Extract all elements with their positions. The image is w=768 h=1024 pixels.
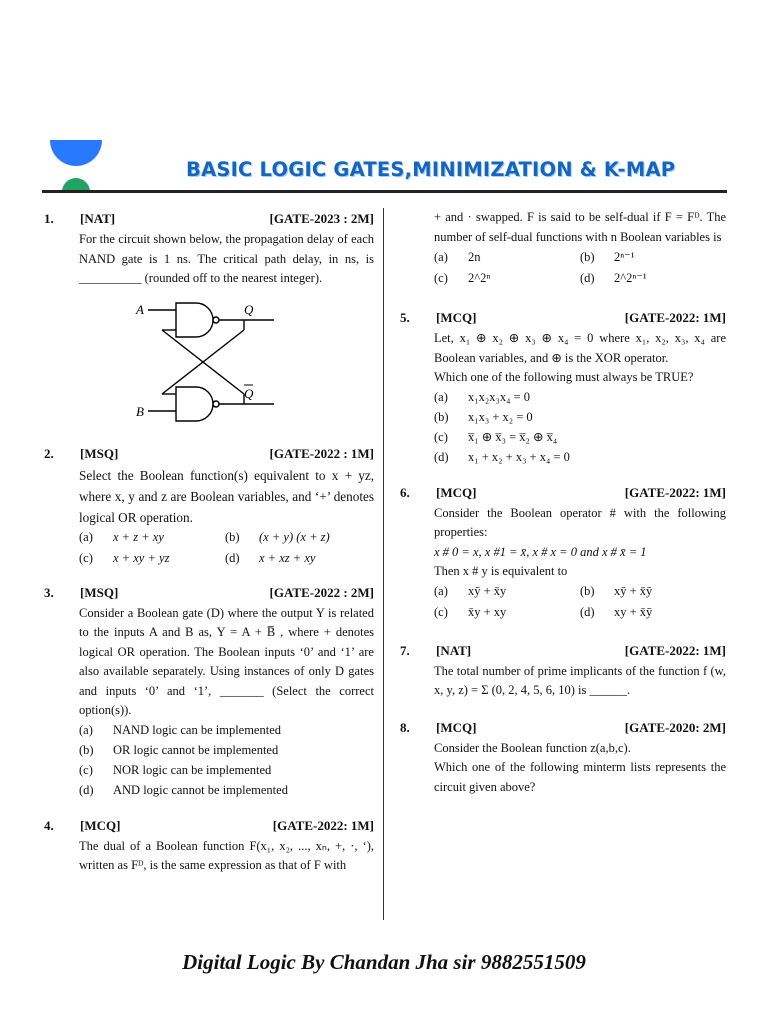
question-text: Consider the Boolean operator # with the following properties: <box>434 505 726 539</box>
question-4-continued <box>400 208 726 289</box>
question-number: 8. <box>400 719 410 735</box>
option-label: (d) <box>580 605 595 620</box>
option-label: (a) <box>434 249 448 264</box>
question-4 <box>44 815 374 876</box>
question-type: [MSQ] <box>80 445 119 461</box>
right-column <box>400 208 726 797</box>
question-text: The dual of a Boolean function F(x₁, x₂, ..., xₙ, +, ·, ‘), written as Fᴰ, is the same expression as that of F with <box>79 838 374 872</box>
option-b: xȳ + x̄ȳ <box>614 584 653 599</box>
option-label: (c) <box>434 429 448 444</box>
question-type: [MCQ] <box>80 817 121 833</box>
option-c: NOR logic can be implemented <box>113 762 272 777</box>
option-c: x̅₁ ⊕ x̅₃ = x̅₂ ⊕ x̅₄ <box>468 429 558 444</box>
question-type: [MSQ] <box>80 584 119 600</box>
page-title: BASIC LOGIC GATES,MINIMIZATION & K-MAP <box>186 158 676 181</box>
page-footer: Digital Logic By Chandan Jha sir 9882551509 <box>182 950 586 974</box>
option-d: xy + x̄ȳ <box>614 605 653 620</box>
option-label: (d) <box>225 551 240 566</box>
option-label: (c) <box>434 270 448 285</box>
option-d: x₁ + x₂ + x₃ + x₄ = 0 <box>468 449 570 464</box>
question-number: 2. <box>44 445 54 461</box>
question-text: The total number of prime implicants of the function f (w, x, y, z) = Σ (0, 2, 4, 5, 6, 10) is ______. <box>434 663 726 697</box>
brand-logo-icon <box>46 136 106 196</box>
operator-properties: x # 0 = x, x #1 = x̄, x # x = 0 and x # x̄ = 1 <box>434 544 647 559</box>
option-a: NAND logic can be implemented <box>113 722 282 737</box>
left-column <box>44 208 374 876</box>
option-label: (c) <box>434 605 448 620</box>
question-number: 4. <box>44 817 54 833</box>
option-label: (a) <box>79 722 93 737</box>
output-qbar-label: Q <box>244 385 254 401</box>
option-d: AND logic cannot be implemented <box>113 782 288 797</box>
question-2 <box>44 443 374 570</box>
option-label: (a) <box>79 530 93 545</box>
question-source: [GATE-2022: 1M] <box>624 642 726 658</box>
question-prompt: Which one of the following must always be TRUE? <box>434 370 694 384</box>
option-label: (b) <box>434 409 449 424</box>
option-a: xȳ + x̄y <box>468 584 507 599</box>
option-label: (a) <box>434 389 448 404</box>
question-number: 1. <box>44 211 54 227</box>
option-b: x₁x₃ + x₂ = 0 <box>468 409 533 424</box>
output-q-label: Q <box>244 301 254 317</box>
option-c: 2^2ⁿ <box>468 270 491 285</box>
option-b: OR logic cannot be implemented <box>113 742 279 757</box>
option-a: x₁x₂x₃x₄ = 0 <box>468 389 530 404</box>
nand-latch-circuit <box>104 289 364 439</box>
question-source: [GATE-2022 : 2M] <box>269 584 374 600</box>
option-b: 2ⁿ⁻¹ <box>614 249 635 264</box>
option-d: 2^2ⁿ⁻¹ <box>614 270 647 285</box>
question-8 <box>400 717 726 798</box>
option-d: x + xz + xy <box>259 551 316 566</box>
question-prompt: Which one of the following minterm lists represents the circuit given above? <box>434 760 726 794</box>
input-b-label: B <box>136 403 144 419</box>
option-label: (d) <box>79 782 94 797</box>
question-type: [NAT] <box>80 211 116 227</box>
question-text: Select the Boolean function(s) equivalent to x + yz, where x, y and z are Boolean variables, and ‘+’ denotes logical OR operation. <box>79 467 374 525</box>
option-label: (b) <box>580 584 595 599</box>
question-6 <box>400 482 726 624</box>
option-b: (x + y) (x + z) <box>259 530 330 545</box>
question-type: [MCQ] <box>436 484 477 500</box>
option-label: (a) <box>434 584 448 599</box>
header-divider <box>42 190 727 193</box>
question-text: + and · swapped. F is said to be self-dual if F = Fᴰ. The number of self-dual functions with n Boolean variables is <box>434 210 726 244</box>
question-source: [GATE-2023 : 2M] <box>269 211 374 227</box>
question-number: 3. <box>44 584 54 600</box>
question-type: [MCQ] <box>436 310 477 326</box>
question-text: Let, x₁ ⊕ x₂ ⊕ x₃ ⊕ x₄ = 0 where x₁, x₂, x₃, x₄ are Boolean variables, and ⊕ is the XOR operator. <box>434 331 726 365</box>
option-label: (b) <box>225 530 240 545</box>
question-source: [GATE-2022 : 1M] <box>269 445 374 461</box>
question-type: [NAT] <box>436 642 472 658</box>
option-label: (b) <box>79 742 94 757</box>
question-prompt: Then x # y is equivalent to <box>434 564 568 578</box>
option-a: x + z + xy <box>113 530 164 545</box>
option-label: (b) <box>580 249 595 264</box>
question-number: 7. <box>400 642 410 658</box>
question-text: For the circuit shown below, the propagation delay of each NAND gate is 1 ns. The critical path delay, in ns, is __________ (rounded off to the nearest integer). <box>79 232 374 285</box>
option-label: (d) <box>580 270 595 285</box>
option-label: (c) <box>79 762 93 777</box>
option-c: x̄y + xy <box>468 605 507 620</box>
question-source: [GATE-2022: 1M] <box>624 310 726 326</box>
question-text: Consider a Boolean gate (D) where the output Y is related to the inputs A and B as, Y = A + B̅ , where + denotes logical OR operation. The Boolean inputs ‘0’ and ‘1’ are also available separately. Using instances of only D gates and inputs ‘0’ and ‘1’, _______ (Select the correct option(s)). <box>79 605 374 717</box>
question-source: [GATE-2020: 2M] <box>624 719 726 735</box>
input-a-label: A <box>136 301 144 317</box>
question-number: 5. <box>400 310 410 326</box>
question-type: [MCQ] <box>436 719 477 735</box>
question-3 <box>44 582 374 801</box>
question-source: [GATE-2022: 1M] <box>624 484 726 500</box>
option-label: (d) <box>434 449 449 464</box>
option-label: (c) <box>79 551 93 566</box>
option-a: 2n <box>468 249 481 264</box>
question-1 <box>44 208 374 439</box>
question-7 <box>400 640 726 701</box>
question-5 <box>400 307 726 468</box>
question-source: [GATE-2022: 1M] <box>272 817 374 833</box>
question-number: 6. <box>400 484 410 500</box>
option-c: x + xy + yz <box>113 551 170 566</box>
question-text: Consider the Boolean function z(a,b,c). <box>434 740 631 755</box>
column-divider <box>383 208 384 920</box>
